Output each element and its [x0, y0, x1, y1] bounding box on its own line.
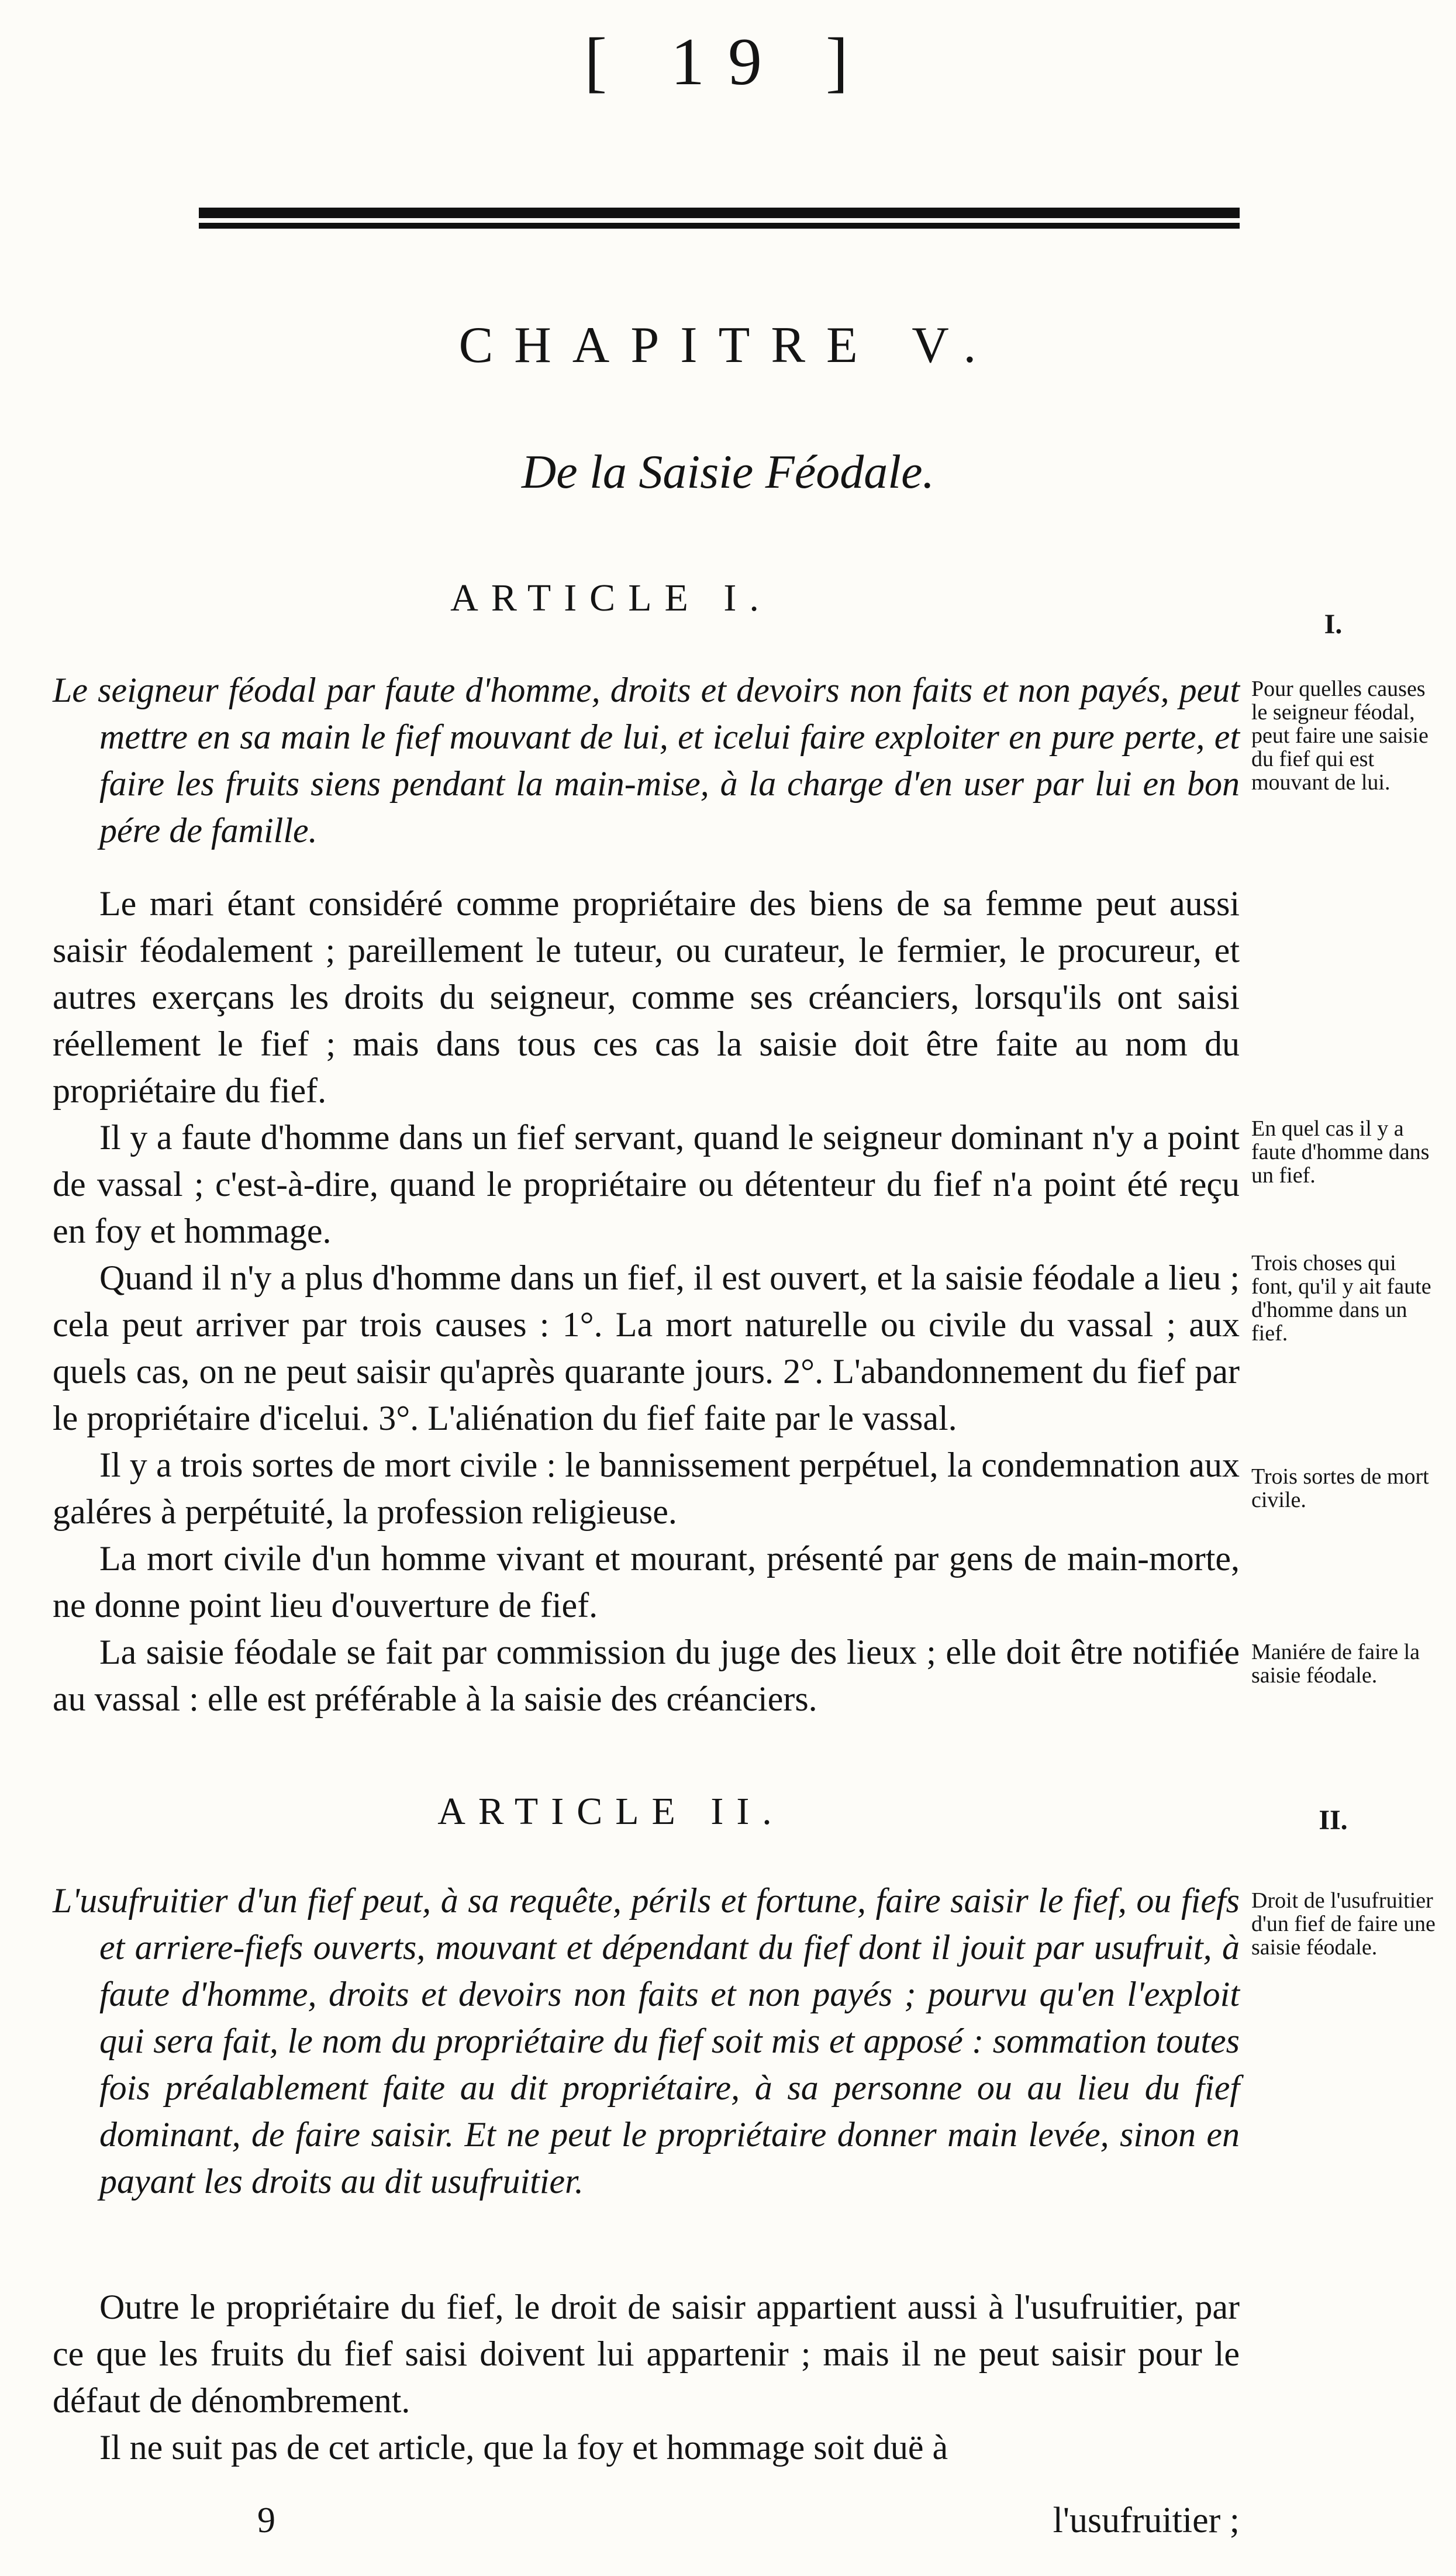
- catchword: l'usufruitier ;: [1053, 2501, 1240, 2540]
- printer-signature: 9: [257, 2501, 275, 2540]
- chapter-subtitle: De la Saisie Féodale.: [522, 445, 934, 498]
- commentary-paragraph: Il y a trois sortes de mort civile : le bannissement perpétuel, la condemnation aux galéres à perpétuité, la profession religieuse.: [53, 1446, 1240, 1531]
- article-2-margin-number: II.: [1319, 1805, 1348, 1836]
- commentary-paragraph: La mort civile d'un homme vivant et mourant, présenté par gens de main-morte, ne donne point lieu d'ouverture de fief.: [53, 1539, 1240, 1625]
- article-2-commentary: [53, 2284, 1240, 2471]
- commentary-paragraph: Il ne suit pas de cet article, que la foy et hommage soit duë à: [99, 2428, 948, 2467]
- article-1-heading: ARTICLE I.: [450, 577, 772, 619]
- article-1-commentary: [53, 880, 1240, 1722]
- commentary-paragraph: Il y a faute d'homme dans un fief servant, quand le seigneur dominant n'y a point de vassal ; c'est-à-dire, quand le propriétaire ou détenteur du fief n'a point été reçu en foy et hommage.: [53, 1118, 1240, 1250]
- page-number: [ 19 ]: [584, 25, 872, 99]
- commentary-paragraph: Outre le propriétaire du fief, le droit de saisir appartient aussi à l'usufruitier, par ce que les fruits du fief saisi doivent lui appartenir ; mais il ne peut saisir pour le défaut de dénombrement.: [53, 2288, 1240, 2420]
- commentary-paragraph: La saisie féodale se fait par commission du juge des lieux ; elle doit être notifiée au vassal : elle est préférable à la saisie des créanciers.: [53, 1633, 1240, 1718]
- commentary-paragraph: Le mari étant considéré comme propriétaire des biens de sa femme peut aussi saisir féodalement ; pareillement le tuteur, ou curateur, le fermier, le procureur, et autres exerçans les droits du seigneur, comme ses créanciers, lorsqu'ils ont saisi réellement le fief ; mais dans tous ces cas la saisie doit être faite au nom du propriétaire du fief.: [53, 884, 1240, 1110]
- article-2-margin-note: Droit de l'usufruitier d'un fief de faire une saisie féodale.: [1251, 1888, 1436, 1960]
- side-note: Trois sortes de mort civile.: [1251, 1464, 1429, 1512]
- article-2-heading: ARTICLE II.: [437, 1790, 785, 1833]
- article-1-margin-note: Pour quelles causes le seigneur féodal, peut faire une saisie du fief qui est mouvant de lui.: [1251, 677, 1429, 795]
- side-note: Trois choses qui font, qu'il y ait faute d'homme dans un fief.: [1251, 1251, 1431, 1346]
- chapter-title: CHAPITRE V.: [458, 317, 998, 374]
- header-rule: [199, 208, 1240, 223]
- article-1-margin-number: I.: [1324, 609, 1343, 640]
- article-1-text: Le seigneur féodal par faute d'homme, droits et devoirs non faits et non payés, peut mettre en sa main le fief mouvant de lui, et icelui faire exploiter en pure perte, et faire les fruits siens pendant la main-mise, à la charge d'en user par lui en bon pére de famille.: [53, 671, 1240, 850]
- side-note: En quel cas il y a faute d'homme dans un fief.: [1251, 1116, 1430, 1188]
- side-note: Maniére de faire la saisie féodale.: [1251, 1640, 1420, 1688]
- commentary-paragraph: Quand il n'y a plus d'homme dans un fief, il est ouvert, et la saisie féodale a lieu ; cela peut arriver par trois causes : 1°. La mort naturelle ou civile du vassal ; aux quels cas, on ne peut saisir qu'après quarante jours. 2°. L'abandonnement du fief par le propriétaire d'icelui. 3°. L'aliénation du fief faite par le vassal.: [53, 1258, 1240, 1437]
- article-2-text: L'usufruitier d'un fief peut, à sa requête, périls et fortune, faire saisir le fief, ou fiefs et arriere-fiefs ouverts, mouvant et dépendant du fief dont il jouit par usufruit, à faute d'homme, droits et devoirs non faits et non payés ; pourvu qu'en l'exploit qui sera fait, le nom du propriétaire du fief soit mis et apposé : sommation toutes fois préalablement faite au dit propriétaire, à sa personne ou au lieu du fief dominant, de faire saisir. Et ne peut le propriétaire donner main levée, sinon en payant les droits au dit usufruitier.: [53, 1881, 1240, 2201]
